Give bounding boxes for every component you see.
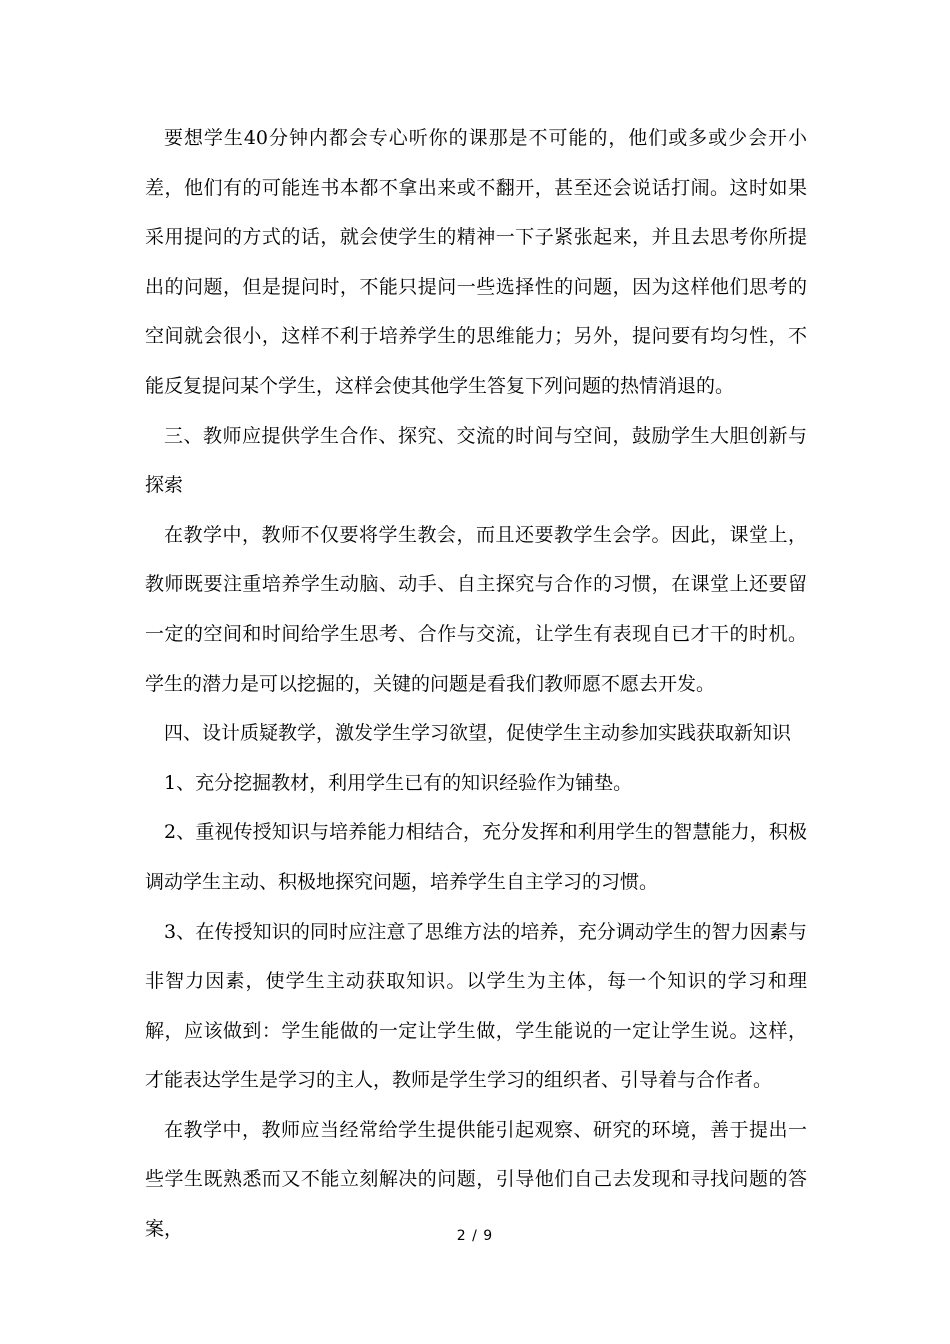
document-body (145, 114, 807, 1255)
list-item-3: 3、在传授知识的同时应注意了思维方法的培养，充分调动学生的智力因素与非智力因素，使学生主动获取知识。以学生为主体，每一个知识的学习和理解，应该做到：学生能做的一定让学生做，学生能说的一定让学生说。这样，才能表达学生是学习的主人，教师是学生学习的组织者、引导着与合作者。 (145, 920, 807, 1092)
page-number: 2 / 9 (456, 1228, 494, 1244)
list-item-1: 1、充分挖掘教材，利用学生已有的知识经验作为铺垫。 (164, 771, 633, 794)
list-item-2: 2、重视传授知识与培养能力相结合，充分发挥和利用学生的智慧能力，积极调动学生主动、积极地探究问题，培养学生自主学习的习惯。 (145, 821, 807, 893)
paragraph-observation-environment: 在教学中，教师应当经常给学生提供能引起观察、研究的环境，善于提出一些学生既熟悉而又不能立刻解决的问题，引导他们自己去发现和寻找问题的答案， (145, 1118, 807, 1241)
heading-section-three: 三、教师应提供学生合作、探究、交流的时间与空间，鼓励学生大胆创新与探索 (145, 424, 807, 497)
paragraph-questioning: 要想学生40分钟内都会专心听你的课那是不可能的，他们或多或少会开小差，他们有的可能连书本都不拿出来或不翻开，甚至还会说话打闹。这时如果采用提问的方式的话，就会使学生的精神一下子紧张起来，并且去思考你所提出的问题，但是提问时，不能只提问一些选择性的问题，因为这样他们思考的空间就会很小，这样不利于培养学生的思维能力；另外，提问要有均匀性，不能反复提问某个学生，这样会使其他学生答复下列问题的热情消退的。 (145, 127, 807, 397)
paragraph-teaching-to-learn: 在教学中，教师不仅要将学生教会，而且还要教学生会学。因此，课堂上，教师既要注重培养学生动脑、动手、自主探究与合作的习惯，在课堂上还要留一定的空间和时间给学生思考、合作与交流，让学生有表现自已才干的时机。学生的潜力是可以挖掘的，关键的问题是看我们教师愿不愿去开发。 (145, 523, 807, 695)
heading-section-four: 四、设计质疑教学，激发学生学习欲望，促使学生主动参加实践获取新知识 (164, 722, 792, 745)
